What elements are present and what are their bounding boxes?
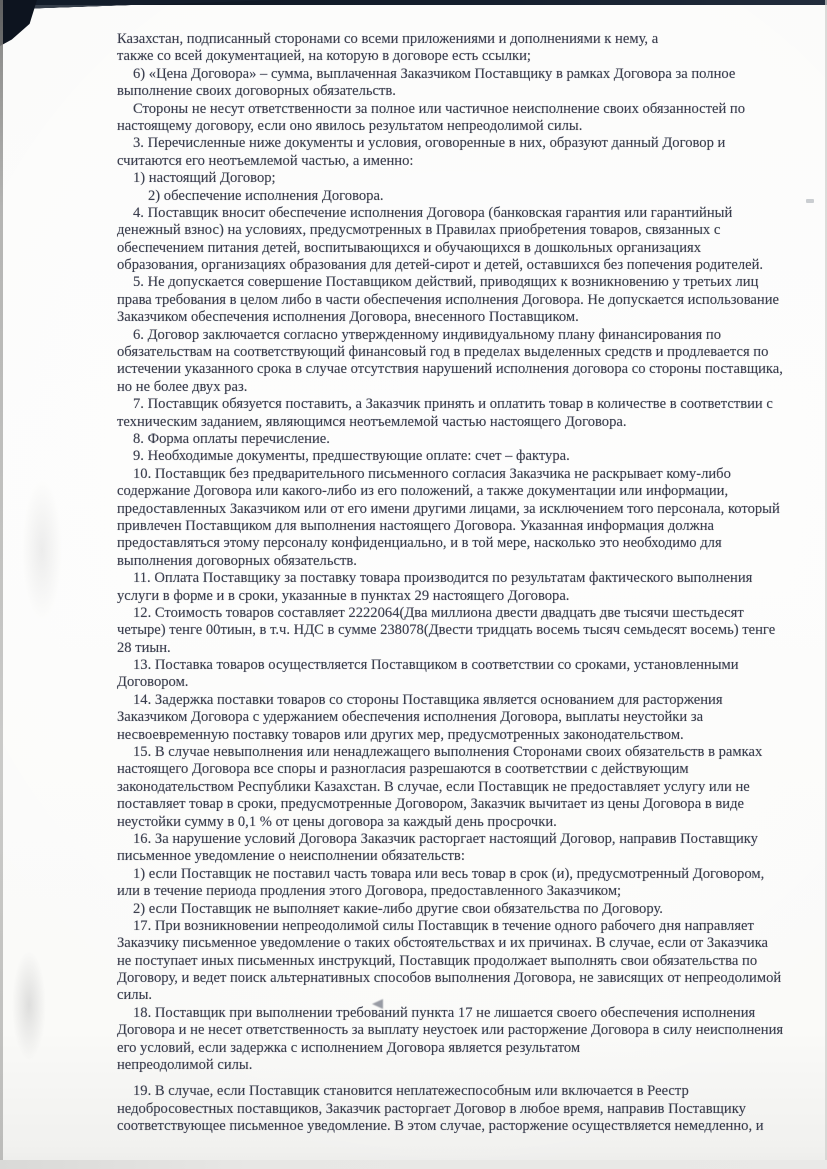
text-line: 6. Договор заключается согласно утвержденному индивидуальному плану финансирования по [133,326,721,343]
text-line: 9. Необходимые документы, предшествующие оплате: счет – фактура. [133,448,570,465]
text-line: также со всей документацией, на которую в договоре есть ссылки; [117,48,531,65]
text-line: техническим заданием, являющимся неотъемлемой частью настоящего Договора. [117,413,627,430]
text-line: силы. [117,987,153,1004]
text-line: несвоевременную поставку товаров или других мер, предусмотренных законодательством. [117,726,684,743]
text-line: непреодолимой силы. [117,1057,253,1074]
text-line: 6) «Цена Договора» – сумма, выплаченная Заказчиком Поставщику в рамках Договора за полное [133,65,736,82]
text-line: Заказчиком обеспечения исполнения Договора, внесенного Поставщиком. [117,309,579,326]
text-line: 12. Стоимость товаров составляет 2222064(Два миллиона двести двадцать две тысячи шестьдесят [133,604,744,621]
text-line: поставляет товар в сроки, предусмотренные Договором, Заказчик вычитает из цены Договора в виде [117,796,744,813]
text-line: но не более двух раз. [117,378,248,395]
text-line: 16. За нарушение условий Договора Заказчик расторгает настоящий Договор, направив Поставщику [133,830,758,847]
text-line: Договором. [117,674,189,691]
top-left-corner-shadow [0,0,37,46]
text-line: Заказчику письменное уведомление о таких обстоятельствах и их причинах. В случае, если от Заказчика [117,935,769,952]
text-line: письменное уведомление о неисполнении обязательств: [117,848,465,865]
text-line: 2) если Поставщик не выполняет какие-либо другие свои обязательства по Договору. [133,900,663,917]
top-edge-wedge [30,0,290,10]
text-line: настоящему договору, если оно явилось результатом непреодолимой силы. [117,117,583,134]
text-line: 13. Поставка товаров осуществляется Поставщиком в соответствии со сроками, установленными [133,657,739,674]
text-line: 7. Поставщик обязуется поставить, а Заказчик принять и оплатить товар в количестве в соответствии с [133,396,773,413]
text-line: услуги в форме и в сроки, указанные в пунктах 29 настоящего Договора. [117,587,570,604]
text-line: 11. Оплата Поставщику за поставку товара производится по результатам фактического выполнения [133,570,753,587]
scan-artifact-mark [372,999,383,1009]
text-line: Договору, и ведет поиск альтернативных способов выполнения Договора, не зависящих от непреодолимой [117,970,782,987]
text-line: Заказчиком Договора с удержанием обеспечения исполнения Договора, выплаты неустойки за [117,709,704,726]
text-line: права требования в целом либо в части обеспечения исполнения Договора. Не допускается использование [117,291,779,308]
text-line: 18. Поставщик при выполнении требований пункта 17 не лишается своего обеспечения исполнения [133,1004,756,1021]
text-line: 8. Форма оплаты перечисление. [133,430,330,447]
text-line: 2) обеспечение исполнения Договора. [148,187,384,204]
text-line: 4. Поставщик вносит обеспечение исполнения Договора (банковская гарантия или гарантийный [133,204,733,221]
text-line: истечении указанного срока в случае отсутствия нарушений исполнения договора со стороны поставщика, [117,361,783,378]
text-line [117,1074,824,1083]
text-line: предоставленных Заказчиком или от его имени другими лицами, за исключением того персонала, который [117,500,780,517]
scan-smudge [12,950,46,1060]
text-line: 19. В случае, если Поставщик становится неплатежеспособным или включается в Реестр [133,1083,689,1100]
text-line: образования, организациях образования для детей-сирот и детей, оставшихся без попечения родителей. [117,257,764,274]
text-line: Стороны не несут ответственности за полное или частичное неисполнение своих обязанностей по [133,100,746,117]
text-line: денежный взнос) на условиях, предусмотренных в Правилах приобретения товаров, связанных с [117,222,721,239]
text-line: содержание Договора или какого-либо из его положений, а также документации или информации, [117,483,729,500]
text-line: обязательствам на соответствующий финансовый год в пределах выделенных средств и продлевается по [117,344,769,361]
text-line: считаются его неотъемлемой частью, а именно: [117,152,414,169]
text-line: или в течение периода продления этого Договора, предоставленного Заказчиком; [117,883,622,900]
scan-smudge [22,480,62,620]
text-line: 1) если Поставщик не поставил часть товара или весь товар в срок (и), предусмотренный Договором, [133,865,765,882]
bottom-edge-shadow [0,1160,827,1169]
text-line: привлечен Поставщиком для выполнения настоящего Договора. Указанная информация должна [117,517,715,534]
text-line: Казахстан, подписанный сторонами со всеми приложениями и дополнениями к нему, а [117,31,659,47]
text-line: 1) настоящий Договор; [133,170,276,187]
text-line: 10. Поставщик без предварительного письменного согласия Заказчика не раскрывает кому-либо [133,465,731,482]
scan-artifact-speck [806,199,814,203]
text-line: соответствующее письменное уведомление. В этом случае, расторжение осуществляется немедленно, и [117,1118,764,1135]
text-line: его условий, если задержка с исполнением Договора является результатом [117,1039,581,1056]
text-line: 5. Не допускается совершение Поставщиком действий, приводящих к возникновению у третьих лиц [133,274,759,291]
text-line: 14. Задержка поставки товаров со стороны Поставщика является основанием для расторжения [133,691,723,708]
text-line: не поступает иных письменных инструкций, Поставщик продолжает выполнять свои обязательства по [117,952,758,969]
left-edge-shadow [0,0,3,1169]
text-line: четыре) тенге 00тиын, в т.ч. НДС в сумме 238078(Двести тридцать восемь тысяч семьдесят восемь) тенге [117,622,776,639]
text-line: недобросовестных поставщиков, Заказчик расторгает Договор в любое время, направив Поставщику [117,1100,746,1117]
text-line: 28 тиын. [117,639,171,656]
text-line: 17. При возникновении непреодолимой силы Поставщик в течение одного рабочего дня направляет [133,917,754,934]
contract-text-block [117,31,824,1136]
text-line: законодательством Республики Казахстан. В случае, если Поставщик не предоставляет услугу или не [117,778,750,795]
text-line: 3. Перечисленные ниже документы и условия, оговоренные в них, образуют данный Договор и [133,135,726,152]
text-line: настоящего Договора все споры и разногласия разрешаются в соответствии с действующим [117,761,689,778]
text-line: неустойки сумму в 0,1 % от цены договора за каждый день просрочки. [117,813,557,830]
text-line: выполнение своих договорных обязательств. [117,83,396,100]
text-line: предоставляться этому персоналу конфиденциально, и в той мере, насколько это необходимо для [117,535,722,552]
text-line: Договора и не несет ответственность за выплату неустоек или расторжение Договора в силу неисполнения [117,1022,784,1039]
text-line: выполнения договорных обязательств. [117,552,357,569]
text-line: 15. В случае невыполнения или ненадлежащего выполнения Сторонами своих обязательств в рамках [133,744,763,761]
text-line: обеспечением питания детей, воспитывающихся и обучающихся в дошкольных организациях [117,239,702,256]
